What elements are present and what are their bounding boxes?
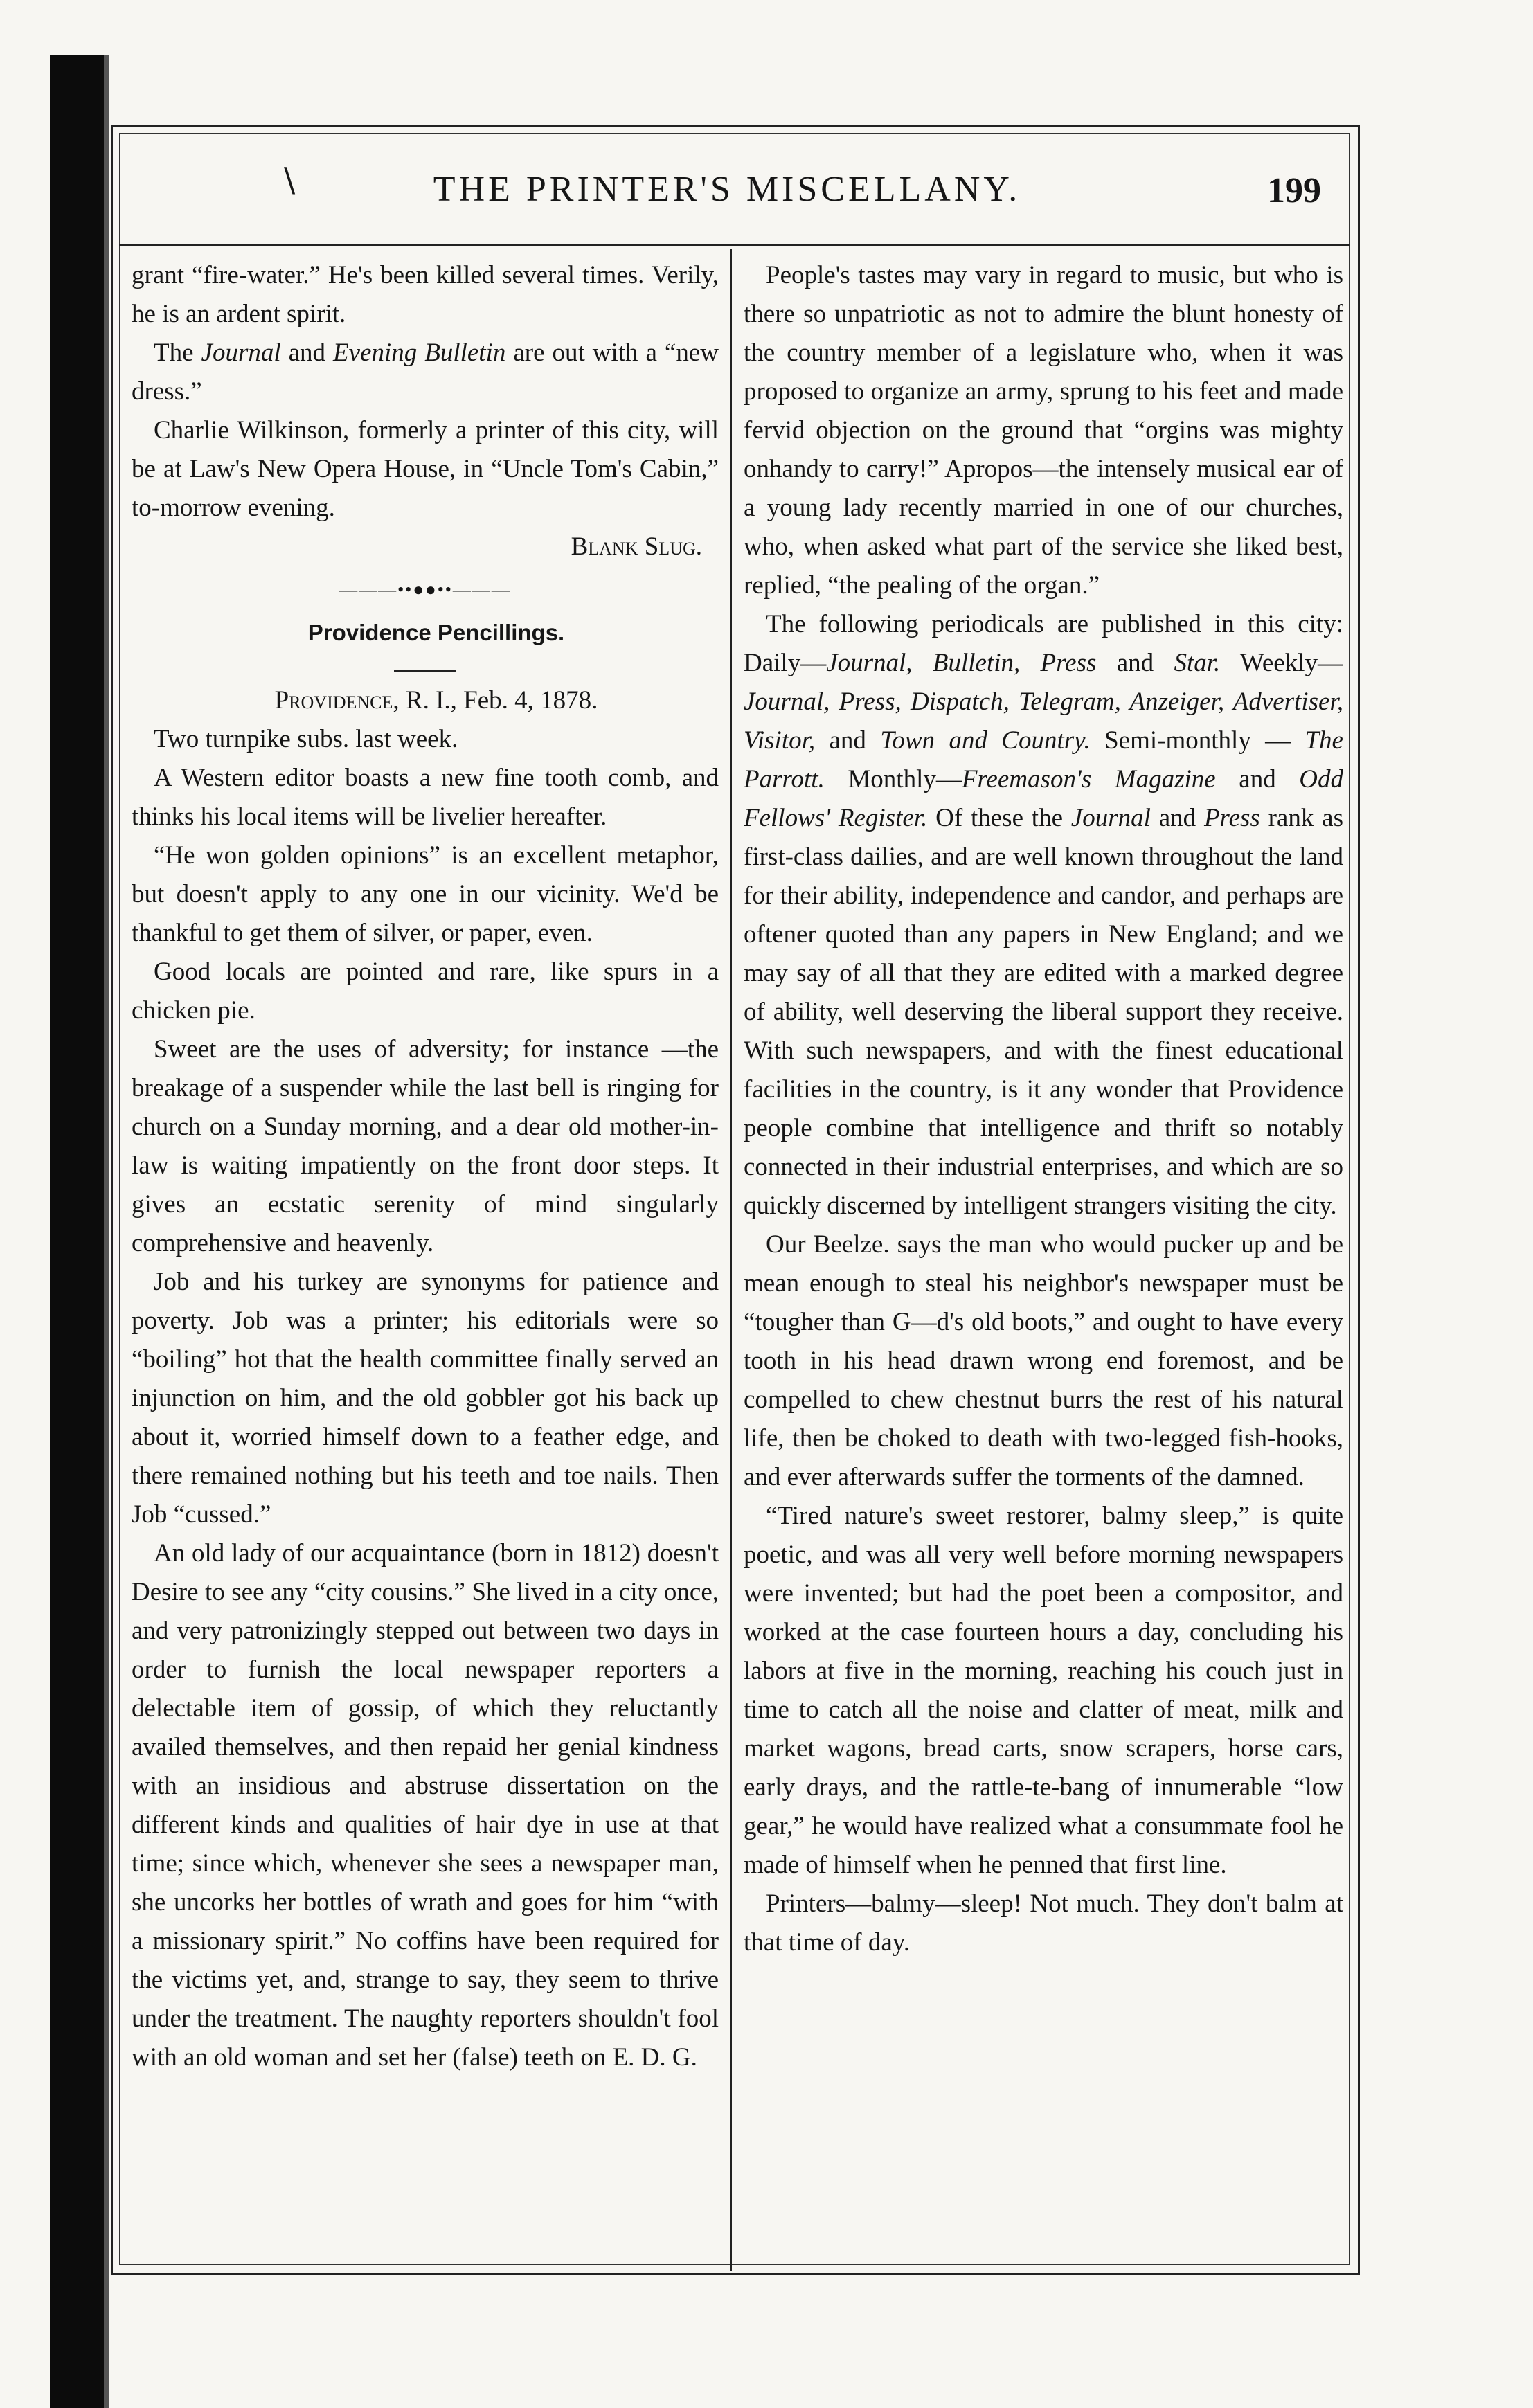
header-rule (119, 244, 1350, 246)
right-paragraph-4: “Tired nature's sweet restorer, balmy sleep,” is quite poetic, and was all very well before morning newspapers were invented; but had the poet been a compositor, and worked at the case fourteen hours a day, concluding his labors at five in the morning, reaching his couch just in time to catch all the noise and clatter of meat, milk and market wagons, bread carts, snow scrapers, horse cars, early drays, and the rattle-te-bang of innumerable “low gear,” he would have realized what a consummate fool he made of himself when he penned that first line. (744, 1502, 1343, 1879)
left-paragraph-6: “He won golden opinions” is an excellent metaphor, but doesn't apply to any one in our vicinity. We'd be thankful to get them of silver, or paper, even. (132, 841, 719, 947)
signature-blank-slug: Blank Slug. (571, 532, 702, 561)
left-paragraph-1: grant “fire-water.” He's been killed several times. Verily, he is an ardent spirit. (132, 261, 719, 328)
left-paragraph-5: A Western editor boasts a new fine tooth comb, and thinks his local items will be livelier hereafter. (132, 764, 719, 831)
left-paragraph-2: The Journal and Evening Bulletin are out with a “new dress.” (132, 339, 719, 406)
dateline: Providence, R. I., Feb. 4, 1878. (274, 686, 598, 715)
left-paragraph-8: Sweet are the uses of adversity; for instance —the breakage of a suspender while the last bell is ringing for church on a Sunday morning, and a dear old mother-in-law is waiting impatiently on the front door steps. It gives an ecstatic serenity of mind singularly comprehensive and heavenly. (132, 1035, 719, 1257)
left-paragraph-9: Job and his turkey are synonyms for patience and poverty. Job was a printer; his editorials were so “boiling” hot that the health committee finally served an injunction on him, and the old gobbler got his back up about it, worried himself down to a feather edge, and there remained nothing but his teeth and toe nails. Then Job “cussed.” (132, 1268, 719, 1529)
right-paragraph-5: Printers—balmy—sleep! Not much. They don't balm at that time of day. (744, 1889, 1343, 1957)
running-head: THE PRINTER'S MISCELLANY. (433, 170, 1021, 209)
left-paragraph-10: An old lady of our acquaintance (born in 1812) doesn't Desire to see any “city cousins.” She lived in a city once, and very patronizingly stepped out between two days in order to furnish the local newspaper reporters a delectable item of gossip, of which they reluctantly availed themselves, and then repaid her genial kindness with an insidious and abstruse dissertation on the different kinds and qualities of hair dye in use at that time; since which, whenever she sees a newspaper man, she uncorks her bottles of wrath and goes for him “with a missionary spirit.” No coffins have been required for the victims yet, and, strange to say, they seem to thrive under the treatment. The naughty reporters shouldn't fool with an old woman and set her (false) teeth on E. D. G. (132, 1539, 719, 2072)
right-paragraph-3: Our Beelze. says the man who would pucker up and be mean enough to steal his neighbor's newspaper must be “tougher than G—d's old boots,” and ought to have every tooth in his head drawn wrong end foremost, and be compelled to chew chestnut burrs the rest of his natural life, then be choked to death with two-legged fish-hooks, and ever afterwards suffer the torments of the damned. (744, 1230, 1343, 1491)
right-paragraph-2: The following periodicals are published in this city: Daily—Journal, Bulletin, Press and Star. Weekly—Journal, Press, Dispatch, Telegram, Anzeiger, Advertiser, Visitor, and Town and Country. Semi-monthly — The Parrott. Monthly—Freemason's Magazine and Odd Fellows' Register. Of these the Journal and Press rank as first-class dailies, and are well known throughout the land for their ability, independence and candor, and perhaps are oftener quoted than any papers in New England; and we may say of all that they are edited with a marked degree of ability, well deserving the liberal support they receive. With such newspapers, and with the finest educational facilities in the country, is it any wonder that Providence people combine that intelligence and thrift so notably connected in their industrial enterprises, and which are so quickly discerned by intelligent strangers visiting the city. (744, 610, 1343, 1220)
left-paragraph-3: Charlie Wilkinson, formerly a printer of this city, will be at Law's New Opera House, in “Uncle Tom's Cabin,” to-morrow evening. (132, 416, 719, 522)
header-tick-mark: \ (284, 161, 296, 199)
section-title: Providence Pencillings. (307, 620, 565, 645)
column-divider (730, 249, 732, 2271)
ornamental-divider: ———••●●••——— (339, 579, 511, 600)
left-paragraph-7: Good locals are pointed and rare, like spurs in a chicken pie. (132, 958, 719, 1025)
binding-edge (104, 55, 109, 2408)
page-number: 199 (1267, 171, 1321, 210)
right-column (744, 256, 1343, 2264)
right-paragraph-1: People's tastes may vary in regard to music, but who is there so unpatriotic as not to admire the blunt honesty of the country member of a legislature who, when it was proposed to organize an army, sprung to his feet and made fervid objection on the ground that “orgins was mighty onhandy to carry!” Apropos—the intensely musical ear of a young lady recently married in one of our churches, who, when asked what part of the service she liked best, replied, “the pealing of the organ.” (744, 261, 1343, 600)
left-column (132, 256, 719, 2264)
left-paragraph-4: Two turnpike subs. last week. (154, 725, 458, 753)
title-short-rule (394, 670, 456, 672)
book-binding-shadow (50, 55, 104, 2408)
